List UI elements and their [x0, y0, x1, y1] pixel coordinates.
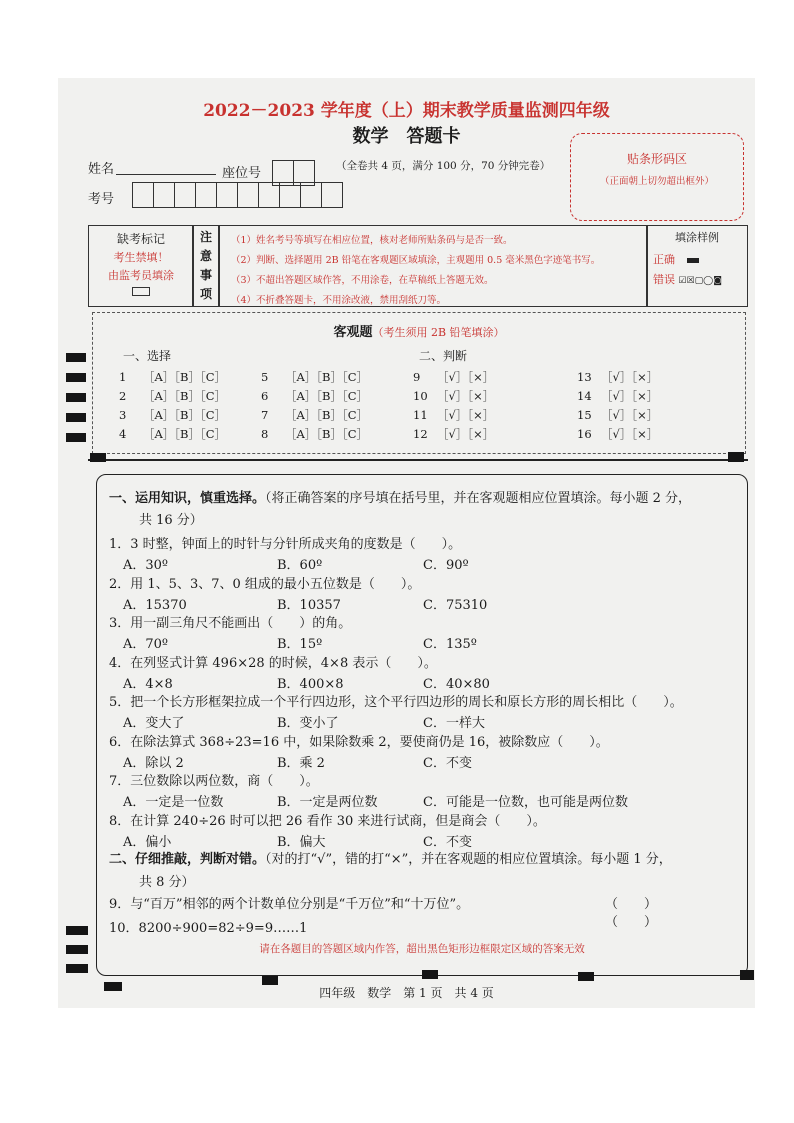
- question-10: 10．8200÷900=82÷9=9……1: [109, 921, 308, 936]
- objective-row: [261, 407, 368, 423]
- answer-blank-10[interactable]: （ ）: [605, 915, 658, 930]
- name-field[interactable]: [116, 174, 216, 175]
- option-a: A．偏小: [123, 834, 172, 850]
- question-9: 9．与“百万”相邻的两个计数单位分别是“千万位”和“十万位”。: [109, 897, 470, 912]
- question-1: 1．3 时整，钟面上的时针与分针所成夹角的度数是（ ）。: [109, 537, 462, 552]
- page-footer: 四年级 数学 第 1 页 共 4 页: [319, 986, 494, 1000]
- question-number: 11: [413, 408, 428, 422]
- option-c: C．135º: [423, 637, 477, 652]
- alignment-marker: [66, 373, 86, 382]
- option-b: B．400×8: [277, 676, 344, 692]
- alignment-marker: [728, 452, 744, 462]
- objective-row: [577, 407, 658, 423]
- objective-row: [577, 388, 658, 404]
- option-c: C．40×80: [423, 676, 490, 692]
- notice-item-4: （4）不折叠答题卡，不用涂改液，禁用刮纸刀等。: [231, 295, 447, 306]
- question-number: 1: [119, 370, 127, 384]
- objective-row: [119, 369, 226, 385]
- alignment-marker: [66, 413, 86, 422]
- question-7: 7．三位数除以两位数，商（ ）。: [109, 774, 319, 789]
- fill-wrong-row: 错误 ☑☒▢◯◙: [653, 273, 722, 286]
- part1-instruction2: 共 16 分）: [139, 513, 203, 528]
- part2-instruction2: 共 8 分）: [139, 875, 195, 890]
- exam-info: （全卷共 4 页，满分 100 分，70 分钟完卷）: [336, 160, 551, 172]
- alignment-marker: [66, 393, 86, 402]
- fill-sample-title: 填涂样例: [675, 231, 719, 244]
- objective-row: [119, 407, 226, 423]
- question-number: 9: [413, 370, 421, 384]
- question-number: 3: [119, 408, 127, 422]
- question-number: 10: [413, 389, 428, 403]
- question-number: 4: [119, 427, 127, 441]
- alignment-marker: [740, 970, 754, 980]
- bubble-options[interactable]: ［A］［B］［C］: [143, 389, 227, 403]
- bubble-options[interactable]: ［√］［×］: [437, 370, 495, 384]
- objective-row: [261, 426, 368, 442]
- barcode-title: 贴条形码区: [626, 152, 687, 166]
- alignment-marker: [66, 945, 88, 954]
- objective-row: [119, 426, 226, 442]
- part1-heading: 一、运用知识，慎重选择。（将正确答案的序号填在括号里，并在客观题相应位置填涂。每小题 2 分，: [109, 491, 692, 506]
- question-number: 5: [261, 370, 269, 384]
- question-number: 12: [413, 427, 428, 441]
- bubble-options[interactable]: ［√］［×］: [601, 370, 659, 384]
- alignment-marker: [104, 982, 122, 991]
- objective-row: [261, 369, 368, 385]
- objective-row: [577, 369, 658, 385]
- alignment-marker: [262, 976, 278, 985]
- objective-row: [413, 407, 494, 423]
- question-4: 4．在列竖式计算 496×28 的时候，4×8 表示（ ）。: [109, 655, 437, 671]
- option-b: B．10357: [277, 597, 341, 613]
- absence-line2: 由监考员填涂: [108, 269, 174, 282]
- bubble-options[interactable]: ［A］［B］［C］: [285, 389, 369, 403]
- bubble-options[interactable]: ［A］［B］［C］: [285, 427, 369, 441]
- objective-row: [261, 388, 368, 404]
- exam-no-label: 考号: [88, 192, 115, 207]
- option-a: A．4×8: [123, 676, 173, 692]
- exam-no-boxes[interactable]: [132, 182, 342, 208]
- question-number: 7: [261, 408, 269, 422]
- alignment-marker: [578, 972, 594, 981]
- alignment-marker: [90, 453, 106, 462]
- option-b: B．一定是两位数: [277, 795, 378, 810]
- bubble-options[interactable]: ［A］［B］［C］: [143, 427, 227, 441]
- question-8: 8．在计算 240÷26 时可以把 26 看作 30 来进行试商，但是商会（ ）。: [109, 813, 546, 829]
- alignment-marker: [66, 433, 86, 442]
- bubble-options[interactable]: ［√］［×］: [437, 427, 495, 441]
- option-c: C．不变: [423, 834, 472, 850]
- bubble-options[interactable]: ［A］［B］［C］: [143, 370, 227, 384]
- alignment-marker: [66, 353, 86, 362]
- fill-correct-row: 正确: [653, 251, 747, 267]
- objective-row: [413, 426, 494, 442]
- objective-row: [413, 388, 494, 404]
- option-c: C．可能是一位数，也可能是两位数: [423, 795, 628, 810]
- bubble-options[interactable]: ［√］［×］: [437, 408, 495, 422]
- option-a: A．30º: [123, 558, 169, 573]
- option-a: A．70º: [123, 637, 169, 652]
- answer-sheet: [58, 78, 755, 1008]
- question-5: 5．把一个长方形框架拉成一个平行四边形，这个平行四边形的周长和原长方形的周长相比（ ）。: [109, 695, 683, 710]
- notice-item-3: （3）不超出答题区域作答，不用涂卷，在草稿纸上答题无效。: [231, 275, 494, 286]
- absence-title: 缺考标记: [116, 232, 165, 246]
- question-number: 8: [261, 427, 269, 441]
- absence-line1: 考生禁填！: [113, 251, 169, 264]
- objective-row: [119, 388, 226, 404]
- option-a: A．除以 2: [123, 755, 184, 771]
- barcode-area: [570, 133, 744, 221]
- bubble-options[interactable]: ［A］［B］［C］: [285, 408, 369, 422]
- correct-fill-icon: [687, 258, 699, 263]
- option-b: B．15º: [277, 637, 323, 652]
- section-choice-label: 一、选择: [123, 349, 172, 363]
- notice-item-1: （1）姓名考号等填写在相应位置，核对老师所贴条码与是否一致。: [231, 235, 513, 246]
- bubble-options[interactable]: ［A］［B］［C］: [285, 370, 369, 384]
- wrong-fill-icons: ☑☒▢◯◙: [678, 276, 722, 286]
- exam-subtitle: 数学 答题卡: [352, 126, 461, 147]
- question-3: 3．用一副三角尺不能画出（ ）的角。: [109, 616, 352, 631]
- bubble-options[interactable]: ［√］［×］: [601, 408, 659, 422]
- question-number: 16: [577, 427, 592, 441]
- option-a: A．15370: [123, 597, 187, 613]
- fill-sample-box: [646, 225, 748, 307]
- question-number: 2: [119, 389, 127, 403]
- alignment-marker: [66, 926, 88, 935]
- alignment-marker: [422, 970, 438, 979]
- option-c: C．90º: [423, 558, 469, 573]
- separator-line: [88, 459, 748, 461]
- question-number: 14: [577, 389, 592, 403]
- objective-row: [413, 369, 494, 385]
- option-a: A．变大了: [123, 716, 185, 731]
- objective-area: [92, 312, 746, 454]
- question-number: 6: [261, 389, 269, 403]
- option-b: B．偏大: [277, 834, 326, 850]
- bubble-options[interactable]: ［A］［B］［C］: [143, 408, 227, 422]
- part2-heading: 二、仔细推敲，判断对错。（对的打“√”，错的打“×”，并在客观题的相应位置填涂。每小题 1 分，: [109, 852, 672, 867]
- section-judge-label: 二、判断: [419, 349, 468, 363]
- question-number: 13: [577, 370, 592, 384]
- seat-label: 座位号: [222, 166, 262, 181]
- absence-mark-box: [88, 225, 194, 307]
- notice-items: [218, 225, 648, 307]
- objective-row: [577, 426, 658, 442]
- bubble-options[interactable]: ［√］［×］: [437, 389, 495, 403]
- name-label: 姓名: [88, 162, 115, 177]
- question-6: 6．在除法算式 368÷23=16 中，如果除数乘 2，要使商仍是 16，被除数应（ ）。: [109, 734, 609, 750]
- answer-area: [96, 474, 748, 976]
- barcode-note: （正面朝上切勿超出框外）: [599, 176, 714, 187]
- option-c: C．75310: [423, 597, 488, 613]
- question-2: 2．用 1、5、3、7、0 组成的最小五位数是（ ）。: [109, 576, 421, 592]
- option-b: B．60º: [277, 558, 323, 573]
- bubble-options[interactable]: ［√］［×］: [601, 427, 659, 441]
- objective-heading: 客观题（考生须用 2B 铅笔填涂）: [333, 325, 505, 340]
- alignment-marker: [66, 964, 88, 973]
- option-b: B．变小了: [277, 716, 339, 731]
- notice-item-2: （2）判断、选择题用 2B 铅笔在客观题区域填涂，主观题用 0.5 毫米黑色字迹笔书写。: [231, 255, 601, 266]
- option-c: C．不变: [423, 755, 472, 771]
- answer-blank-9[interactable]: （ ）: [605, 897, 658, 912]
- option-c: C．一样大: [423, 716, 485, 731]
- exam-title: 2022－2023 学年度（上）期末教学质量监测四年级: [203, 101, 610, 121]
- notice-label: 注 意 事 项: [192, 225, 220, 307]
- question-number: 15: [577, 408, 592, 422]
- option-b: B．乘 2: [277, 755, 325, 771]
- absence-fill-box[interactable]: [132, 287, 150, 296]
- option-a: A．一定是一位数: [123, 795, 224, 810]
- footer-warning: 请在各题目的答题区域内作答，超出黑色矩形边框限定区域的答案无效: [259, 943, 585, 955]
- bubble-options[interactable]: ［√］［×］: [601, 389, 659, 403]
